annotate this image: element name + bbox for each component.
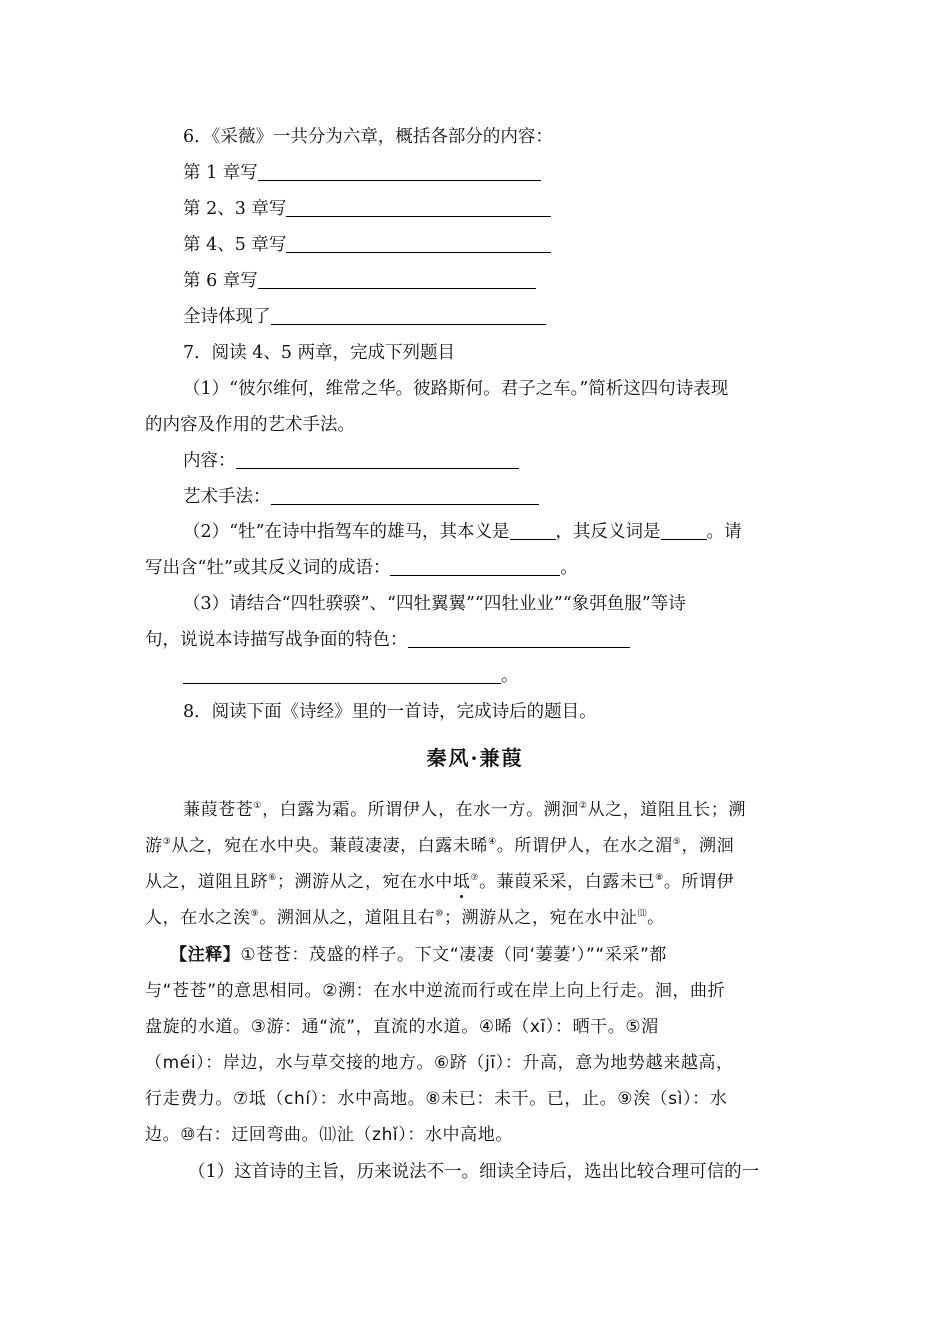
q7-part2-line1: （2）“牡”在诗中指驾车的雄马，其本义是 ，其反义词是 。请 [183, 522, 742, 542]
answer-blank[interactable] [661, 521, 707, 540]
notes-line-4: （méi）：岸边，水与草交接的地方。⑥跻（jī）：升高，意为地势越来越高， [145, 1053, 734, 1073]
q7-part3-line3: 。 [183, 664, 810, 688]
q7-prompt: 7．阅读 4、5 两章，完成下列题目 [183, 343, 456, 363]
q8-part1-line1: （1）这首诗的主旨，历来说法不一。细读全诗后，选出比较合理可信的一 [188, 1162, 760, 1182]
q7-part1-line2: 的内容及作用的艺术手法。 [145, 415, 355, 435]
q7-art-line: 艺术手法： [183, 485, 810, 509]
notes-line-2: 与“苍苍”的意思相同。②溯：在水中逆流而行或在岸上向上行走。洄，曲折 [145, 981, 726, 1001]
q6-line-4: 第 6 章写 [183, 269, 810, 293]
emphasis-dot-char: 坻 [452, 872, 471, 892]
q6-prompt: 6．《采薇》一共分为六章，概括各部分的内容： [183, 127, 553, 147]
notes-line-6: 边。⑩右：迂回弯曲。⑾沚（zhǐ）：水中高地。 [145, 1125, 513, 1145]
q7-part1-line1: （1）“彼尔维何，维常之华。彼路斯何。君子之车。”简析这四句诗表现 [183, 379, 729, 399]
q8-prompt: 8．阅读下面《诗经》里的一首诗，完成诗后的题目。 [183, 702, 597, 722]
answer-blank[interactable] [408, 629, 630, 648]
notes-label: 【注释】 [170, 945, 241, 965]
q6-line-3: 第 4、5 章写 [183, 233, 810, 257]
poem-line-4: 人，在水之涘⑨。溯洄从之，道阻且右⑩；溯游从之，宛在水中沚⑾。 [145, 908, 665, 928]
answer-blank[interactable] [258, 270, 536, 289]
q7-content-line: 内容： [183, 449, 810, 473]
answer-blank[interactable] [390, 557, 560, 576]
answer-blank[interactable] [258, 162, 541, 181]
answer-blank[interactable] [271, 486, 539, 505]
answer-blank[interactable] [183, 665, 501, 684]
notes-line-5: 行走费力。⑦坻（chí）：水中高地。⑧未已：未干。已，止。⑨涘（sì）：水 [145, 1089, 728, 1109]
poem-line-1: 蒹葭苍苍①，白露为霜。所谓伊人，在水一方。溯洄②从之，道阻且长；溯 [183, 800, 746, 820]
poem-title: 秦风·兼葭 [426, 746, 524, 770]
poem-line-2: 游③从之，宛在水中央。蒹葭凄凄，白露未晞④。所谓伊人，在水之湄⑤，溯洄 [145, 836, 735, 856]
q7-part3-line1: （3）请结合“四牡骙骙”、“四牡翼翼”“四牡业业”“象弭鱼服”等诗 [183, 594, 686, 614]
notes-line-1: 【注释】①苍苍：茂盛的样子。下文“凄凄（同‘萋萋’）”“采采”都 [170, 945, 667, 965]
q6-line-5: 全诗体现了 [183, 305, 810, 329]
q7-part2-line2: 写出含“牡”或其反义词的成语： 。 [145, 558, 578, 578]
answer-blank[interactable] [271, 306, 546, 325]
q6-line-2: 第 2、3 章写 [183, 197, 810, 221]
answer-blank[interactable] [236, 450, 519, 469]
answer-blank[interactable] [510, 521, 556, 540]
q6-line-1: 第 1 章写 [183, 161, 810, 185]
poem-line-3: 从之，道阻且跻⑥；溯游从之，宛在水中坻⑦。蒹葭采采，白露未已⑧。所谓伊 [145, 872, 735, 892]
notes-line-3: 盘旋的水道。③游：通“流”，直流的水道。④晞（xī）：晒干。⑤湄 [145, 1017, 659, 1037]
answer-blank[interactable] [286, 198, 551, 217]
answer-blank[interactable] [286, 234, 551, 253]
q7-part3-line2: 句，说说本诗描写战争面的特色： [145, 628, 810, 652]
